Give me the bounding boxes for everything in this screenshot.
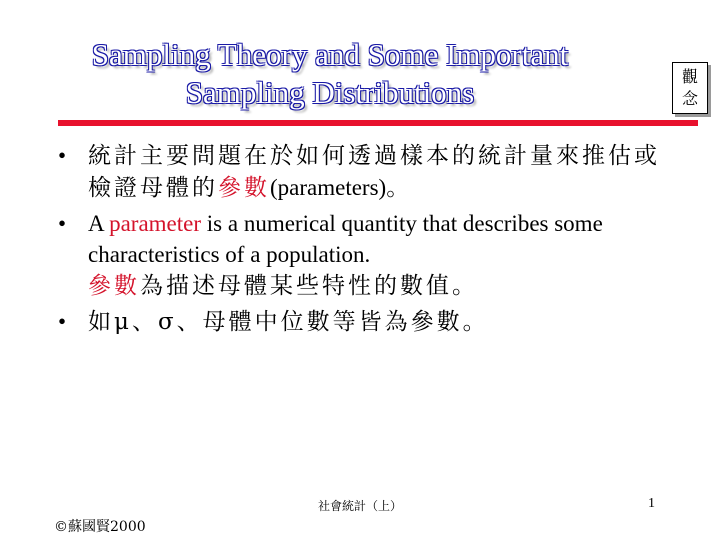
bullet-list <box>56 140 676 342</box>
footer-copyright: ©蘇國賢2000 <box>54 519 146 535</box>
slide-title-line-2: Sampling Distributions <box>185 75 475 110</box>
bullet-2-text-end: is a numerical quantity that describes some characteristics of a population. <box>88 211 603 267</box>
slide-title-line-1: Sampling Theory and Some Important <box>91 37 569 72</box>
bullet-2-term: parameter <box>109 211 202 236</box>
bullet-item-2 <box>56 208 676 302</box>
bullet-dot: • <box>58 309 67 334</box>
concept-badge-char-2: 念 <box>681 89 698 108</box>
footer-course-name: 社會統計（上） <box>317 499 402 513</box>
bullet-1-parenthetical: (parameters)。 <box>270 175 410 200</box>
title-divider <box>58 120 698 126</box>
concept-badge <box>672 62 708 114</box>
bullet-item-1 <box>56 140 676 204</box>
bullet-2-cjk-term: 參數 <box>88 273 140 299</box>
bullet-dot: • <box>58 211 67 236</box>
bullet-item-3 <box>56 306 676 338</box>
bullet-2-cjk-text: 為描述母體某些特性的數值。 <box>140 273 478 299</box>
bullet-dot: • <box>58 143 67 168</box>
bullet-3-text: 如μ、σ、母體中位數等皆為參數。 <box>88 309 489 335</box>
bullet-2-text-start: A <box>88 211 110 236</box>
slide-title <box>40 36 620 112</box>
concept-badge-char-1: 觀 <box>681 67 698 86</box>
page-number: 1 <box>648 496 655 511</box>
bullet-1-text: 統計主要問題在於如何透過樣本的統計量來推估或檢證母體的 <box>88 143 660 201</box>
bullet-1-term: 參數 <box>218 175 270 201</box>
